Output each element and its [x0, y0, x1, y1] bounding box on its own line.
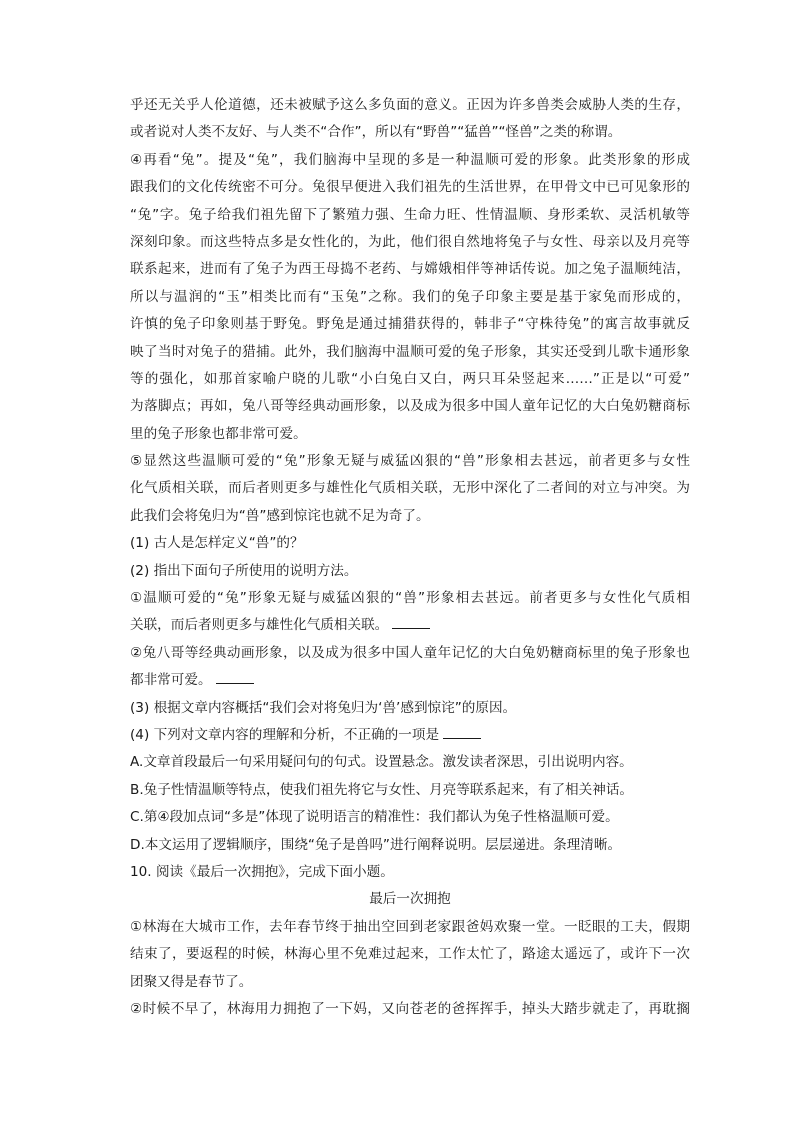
- passage-line: 许慎的兔子印象则基于野兔。野兔是通过捕猎获得的，韩非子“守株待兔”的寓言故事就反: [130, 316, 690, 333]
- question-2-item-2-text: 都非常可爱。: [130, 672, 212, 689]
- passage-line: “兔”字。兔子给我们祖先留下了繁殖力强、生命力旺、性情温顺、身形柔软、灵活机敏等: [130, 206, 690, 223]
- question-2-item-1-line: ①温顺可爱的“兔”形象无疑与威猛凶狠的“兽”形象相去甚远。前者更多与女性化气质相: [130, 590, 690, 607]
- passage-line: 为落脚点；再如，兔八哥等经典动画形象，以及成为很多中国人童年记忆的大白兔奶糖商标: [130, 398, 690, 415]
- option-b: B.兔子性情温顺等特点，使我们祖先将它与女性、月亮等联系起来，有了相关神话。: [130, 781, 634, 798]
- passage-line: 或者说对人类不友好、与人类不“合作”，所以有“野兽”“猛兽”“怪兽”之类的称谓。: [130, 124, 622, 141]
- question-1: (1) 古人是怎样定义“兽”的？: [130, 535, 304, 552]
- story-line: 结束了，要返程的时候，林海心里不免难过起来，工作太忙了，路途太遥远了，或许下一次: [130, 946, 690, 963]
- passage-line: 所以与温润的“玉”相类比而有“玉兔”之称。我们的兔子印象主要是基于家兔而形成的，: [130, 288, 690, 305]
- question-2-item-2-line: ②兔八哥等经典动画形象，以及成为很多中国人童年记忆的大白兔奶糖商标里的兔子形象也: [130, 644, 690, 661]
- story-line: ②时候不早了，林海用力拥抱了一下妈，又向苍老的爸挥挥手，掉头大踏步就走了，再耽搁: [130, 1000, 690, 1017]
- question-4-line: [130, 722, 690, 749]
- option-d: D.本文运用了逻辑顺序，围绕“兔子是兽吗”进行阐释说明。层层递进。条理清晰。: [130, 836, 622, 853]
- story-title: 最后一次拥抱: [369, 891, 451, 908]
- passage-line: ⑤显然这些温顺可爱的“兔”形象无疑与威猛凶狠的“兽”形象相去甚远，前者更多与女性: [130, 453, 690, 470]
- passage-line: 此我们会将兔归为“兽”感到惊诧也就不足为奇了。: [130, 507, 430, 524]
- passage-line: 里的兔子形象也都非常可爱。: [130, 425, 307, 442]
- option-c: C.第④段加点词“多是”体现了说明语言的精准性：我们都认为兔子性格温顺可爱。: [130, 809, 619, 826]
- option-a: A.文章首段最后一句采用疑问句的句式。设置悬念。激发读者深思，引出说明内容。: [130, 754, 633, 771]
- passage-line: 映了当时对兔子的猎捕。此外，我们脑海中温顺可爱的兔子形象，其实还受到儿歌卡通形象: [130, 343, 690, 360]
- story-line: ①林海在大城市工作，去年春节终于抽出空回到老家跟爸妈欢聚一堂。一眨眼的工夫，假期: [130, 918, 690, 935]
- passage-line: 化气质相关联，而后者则更多与雄性化气质相关联，无形中深化了二者间的对立与冲突。为: [130, 480, 690, 497]
- passage: [130, 92, 690, 530]
- passage-line: 乎还无关乎人伦道德，还未被赋予这么多负面的意义。正因为许多兽类会威胁人类的生存，: [130, 97, 690, 113]
- answer-blank[interactable]: [443, 724, 481, 739]
- question-10-intro: 10. 阅读《最后一次拥抱》，完成下面小题。: [130, 863, 394, 880]
- question-2-item-1-line: [130, 612, 690, 639]
- question-2-item-1-text: 关联，而后者则更多与雄性化气质相关联。: [130, 617, 389, 634]
- answer-blank[interactable]: [392, 614, 430, 629]
- question-3: (3) 根据文章内容概括“我们会对将兔归为‘兽’感到惊诧”的原因。: [130, 699, 517, 716]
- passage-line: 等的强化，如那首家喻户晓的儿歌“小白兔白又白，两只耳朵竖起来……”正是以“可爱”: [130, 370, 690, 387]
- story: [130, 914, 690, 1024]
- passage-line: 深刻印象。而这些特点多是女性化的，为此，他们很自然地将兔子与女性、母亲以及月亮等: [130, 233, 690, 250]
- story-line: 团聚又得是春节了。: [130, 973, 253, 990]
- passage-line: 联系起来，进而有了兔子为西王母捣不老药、与嫦娥相伴等神话传说。加之兔子温顺纯洁，: [130, 261, 690, 278]
- document-body: [130, 92, 690, 1023]
- question-4: (4) 下列对文章内容的理解和分析，不正确的一项是: [130, 726, 440, 743]
- question-2: (2) 指出下面句子所使用的说明方法。: [130, 562, 358, 579]
- passage-line: 跟我们的文化传统密不可分。兔很早便进入我们祖先的生活世界，在甲骨文中已可见象形的: [130, 179, 690, 196]
- question-list: [130, 530, 690, 859]
- passage-line: ④再看“兔”。提及“兔”，我们脑海中呈现的多是一种温顺可爱的形象。此类形象的形成: [130, 151, 690, 168]
- question-2-item-2-line: [130, 667, 690, 694]
- answer-blank[interactable]: [216, 669, 254, 684]
